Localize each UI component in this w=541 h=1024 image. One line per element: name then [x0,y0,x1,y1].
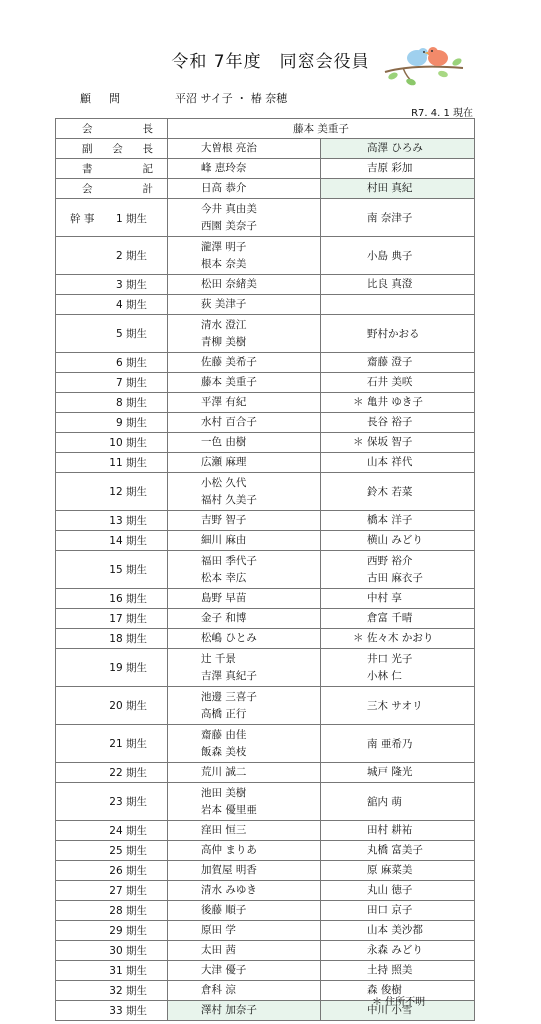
member-name: 倉科 涼 [201,984,236,996]
member-name: ＊ 佐々木 かおり [353,632,434,644]
class-right-names [321,901,475,921]
class-row [56,315,475,353]
class-right-names [321,295,475,315]
class-label: 14 期生 [56,531,168,551]
class-right-names [321,589,475,609]
member-name: 小林 仁 [367,670,402,682]
title-sub: 同窓会役員 [279,52,370,72]
class-left-names [168,981,321,1001]
member-name: ＊ 亀井 ゆき子 [353,396,423,408]
treasurer-name-1: 日高 恭介 [168,179,321,199]
member-name: 荒川 誠二 [201,766,247,778]
member-name: 森 俊樹 [367,984,402,996]
member-name: 池邊 三喜子 [201,691,257,703]
kanji-label: 幹 事 [70,212,95,225]
class-left-names [168,453,321,473]
class-row [56,551,475,589]
class-right-names [321,649,475,687]
member-name: 井口 光子 [367,653,413,665]
member-name: 平澤 有紀 [201,396,247,408]
class-label: 12 期生 [56,473,168,511]
class-label: 11 期生 [56,453,168,473]
member-name: 原 麻菜美 [367,864,413,876]
class-label: 6 期生 [56,353,168,373]
class-right-names [321,453,475,473]
class-left-names [168,275,321,295]
member-name: 松田 奈緒美 [201,278,257,290]
class-label: 29 期生 [56,921,168,941]
class-right-names [321,763,475,783]
member-name: 松嶋 ひとみ [201,632,257,644]
class-right-names [321,393,475,413]
member-name: 山本 祥代 [367,456,413,468]
class-label: 26 期生 [56,861,168,881]
footnote-address-unknown: ＊ 住所不明 [372,997,426,1008]
role-label-char: 会 [112,143,123,155]
treasurer-name-2: 村田 真紀 [321,179,475,199]
class-left-names [168,841,321,861]
class-left-names [168,237,321,275]
class-right-names [321,941,475,961]
title-year: 令和 7年度 [171,52,262,72]
class-left-names [168,433,321,453]
member-name: 池田 美樹 [201,787,247,799]
member-name: 飯森 美枝 [201,746,247,758]
member-name: 倉富 千晴 [367,612,413,624]
member-name: 土持 照美 [367,964,413,976]
member-name: 吉野 智子 [201,514,247,526]
class-left-names [168,961,321,981]
class-left-names [168,609,321,629]
class-label: 5 期生 [56,315,168,353]
class-left-names [168,783,321,821]
class-label: 7 期生 [56,373,168,393]
class-left-names [168,511,321,531]
member-name: 太田 茜 [201,944,236,956]
class-label: 23 期生 [56,783,168,821]
member-name: 高仲 まりあ [201,844,257,856]
advisor-names: 平沼 サイ子 ・ 椿 奈穂 [175,92,288,105]
member-name: 辻 千景 [201,653,236,665]
class-label: 25 期生 [56,841,168,861]
member-name: 吉澤 真紀子 [201,670,257,682]
class-row [56,861,475,881]
member-name: 小島 典子 [367,249,413,262]
member-name: 丸橋 富美子 [367,844,423,856]
class-row [56,687,475,725]
class-left-names [168,413,321,433]
class-right-names [321,315,475,353]
class-row [56,413,475,433]
class-left-names [168,531,321,551]
class-left-names [168,393,321,413]
role-label-char: 会 [82,183,93,195]
class-left-names [168,315,321,353]
class-label: 24 期生 [56,821,168,841]
class-label: 28 期生 [56,901,168,921]
vice-president-row [56,139,475,159]
class-right-names [321,275,475,295]
member-name: 水村 百合子 [201,416,257,428]
class-left-names [168,763,321,783]
vice-president-name-1: 大曽根 亮治 [168,139,321,159]
member-name: 永森 みどり [367,944,423,956]
class-left-names [168,725,321,763]
member-name: 一色 由樹 [201,436,247,448]
class-row [56,531,475,551]
class-right-names [321,961,475,981]
class-right-names [321,237,475,275]
class-right-names [321,687,475,725]
class-left-names [168,881,321,901]
officer-roster-table [55,118,475,1021]
class-label: 30 期生 [56,941,168,961]
vice-president-label [56,139,168,159]
class-left-names [168,551,321,589]
role-label-char: 会 [82,123,93,135]
class-label: 8 期生 [56,393,168,413]
member-name: 城戸 隆光 [367,766,413,778]
class-label: 9 期生 [56,413,168,433]
class-right-names [321,531,475,551]
class-right-names [321,551,475,589]
class-right-names [321,413,475,433]
class-left-names [168,473,321,511]
class-left-names [168,649,321,687]
class-label: 31 期生 [56,961,168,981]
class-row [56,961,475,981]
class-label: 18 期生 [56,629,168,649]
class-row [56,821,475,841]
vice-president-name-2: 高澤 ひろみ [321,139,475,159]
class-row [56,453,475,473]
class-label: 16 期生 [56,589,168,609]
member-name: 原田 学 [201,924,236,936]
president-name: 藤本 美重子 [168,119,475,139]
class-right-names [321,881,475,901]
class-label: 33 期生 [56,1001,168,1021]
member-name: 荻 美津子 [201,298,247,310]
class-left-names [168,821,321,841]
member-name: 齋藤 由佳 [201,729,247,741]
class-row [56,373,475,393]
member-name: 加賀屋 明香 [201,864,257,876]
class-label: 3 期生 [56,275,168,295]
class-row [56,353,475,373]
member-name: 三木 サオリ [367,699,423,712]
class-right-names [321,629,475,649]
member-name: 細川 麻由 [201,534,247,546]
class-left-names [168,295,321,315]
member-name: 西園 美奈子 [201,220,257,232]
class-row [56,649,475,687]
role-label-char: 長 [142,143,153,155]
member-name: 山本 美沙都 [367,924,423,936]
member-name: 西野 裕介 [367,555,413,567]
member-name: 横山 みどり [367,534,423,546]
class-label: 15 期生 [56,551,168,589]
class-row [56,763,475,783]
class-right-names [321,861,475,881]
class-left-names [168,921,321,941]
class-right-names [321,199,475,237]
class-left-names [168,629,321,649]
member-name: 後藤 順子 [201,904,247,916]
member-name: 青柳 美樹 [201,336,247,348]
class-right-names [321,353,475,373]
class-label: 21 期生 [56,725,168,763]
class-left-names [168,373,321,393]
member-name: 福田 季代子 [201,555,257,567]
member-name: 野村かおる [367,327,420,340]
member-name: 比良 真澄 [367,278,413,290]
member-name: 藤本 美重子 [201,376,257,388]
class-right-names [321,511,475,531]
member-name: 齋藤 澄子 [367,356,413,368]
class-left-names [168,861,321,881]
class-row [56,511,475,531]
class-label: 22 期生 [56,763,168,783]
member-name: 南 亜希乃 [367,737,413,750]
class-label: 20 期生 [56,687,168,725]
class-left-names [168,901,321,921]
member-name: 根本 奈美 [201,258,247,270]
class-label: 10 期生 [56,433,168,453]
member-name: 清水 みゆき [201,884,257,896]
member-name: 橋本 洋子 [367,514,413,526]
class-right-names [321,373,475,393]
role-label-char: 副 [82,143,93,155]
member-name: 瀧澤 明子 [201,241,247,253]
member-name: 佐藤 美希子 [201,356,257,368]
class-label: 2 期生 [56,237,168,275]
member-name: 高橋 正行 [201,708,247,720]
class-right-names [321,725,475,763]
secretary-name-1: 峰 恵玲奈 [168,159,321,179]
member-name: 小松 久代 [201,477,247,489]
class-label: 27 期生 [56,881,168,901]
role-label-char: 計 [142,183,153,195]
member-name: 金子 和博 [201,612,247,624]
member-name: 舘内 萌 [367,795,402,808]
class-row [56,629,475,649]
president-label [56,119,168,139]
class-left-names [168,1001,321,1021]
class-left-names [168,941,321,961]
member-name: 鈴木 若菜 [367,485,413,498]
class-label: 17 期生 [56,609,168,629]
class-row [56,941,475,961]
birds-on-branch-illustration [383,38,465,88]
member-name: 南 奈津子 [367,211,413,224]
class-row [56,881,475,901]
class-row [56,609,475,629]
kanji-class-label [56,199,168,237]
class-left-names [168,353,321,373]
class-left-names [168,589,321,609]
treasurer-row [56,179,475,199]
member-name: 石井 美咲 [367,376,413,388]
member-name: 丸山 徳子 [367,884,413,896]
member-name: 長谷 裕子 [367,416,413,428]
member-name: ＊ 保坂 智子 [353,436,413,448]
president-row [56,119,475,139]
class-right-names [321,609,475,629]
class-row [56,393,475,413]
class-right-names [321,841,475,861]
member-name: 田村 耕祐 [367,824,413,836]
class-right-names [321,473,475,511]
class-left-names [168,199,321,237]
class-row [56,237,475,275]
member-name: 松本 幸広 [201,572,247,584]
member-name: 田口 京子 [367,904,413,916]
as-of-date: R7. 4. 1 現在 [411,108,473,119]
class-label: 1 期生 [115,212,147,225]
role-label-char: 記 [142,163,153,175]
member-name: 清水 澄江 [201,319,247,331]
class-row [56,199,475,237]
class-row [56,433,475,453]
class-row [56,901,475,921]
class-row [56,295,475,315]
role-label-char: 書 [82,163,93,175]
class-row [56,921,475,941]
member-name: 澤村 加奈子 [201,1004,257,1016]
class-row [56,783,475,821]
class-label: 32 期生 [56,981,168,1001]
member-name: 広瀬 麻理 [201,456,247,468]
class-right-names [321,821,475,841]
advisor-label: 顧問 [80,92,138,105]
member-name: 古田 麻衣子 [367,572,423,584]
member-name: 今井 真由美 [201,203,257,215]
class-row [56,841,475,861]
class-label: 4 期生 [56,295,168,315]
secretary-row [56,159,475,179]
secretary-name-2: 吉原 彩加 [321,159,475,179]
class-right-names [321,921,475,941]
class-left-names [168,687,321,725]
class-right-names [321,783,475,821]
class-right-names [321,433,475,453]
class-row [56,473,475,511]
member-name: 窪田 恒三 [201,824,247,836]
class-label: 13 期生 [56,511,168,531]
member-name: 福村 久美子 [201,494,257,506]
member-name: 中村 享 [367,592,402,604]
class-row [56,725,475,763]
member-name: 中川 小雪 [367,1004,413,1016]
member-name: 島野 早苗 [201,592,247,604]
secretary-label [56,159,168,179]
class-row [56,589,475,609]
treasurer-label [56,179,168,199]
member-name: 岩本 優里亜 [201,804,257,816]
class-label: 19 期生 [56,649,168,687]
role-label-char: 長 [142,123,153,135]
class-row [56,275,475,295]
member-name: 大津 優子 [201,964,247,976]
